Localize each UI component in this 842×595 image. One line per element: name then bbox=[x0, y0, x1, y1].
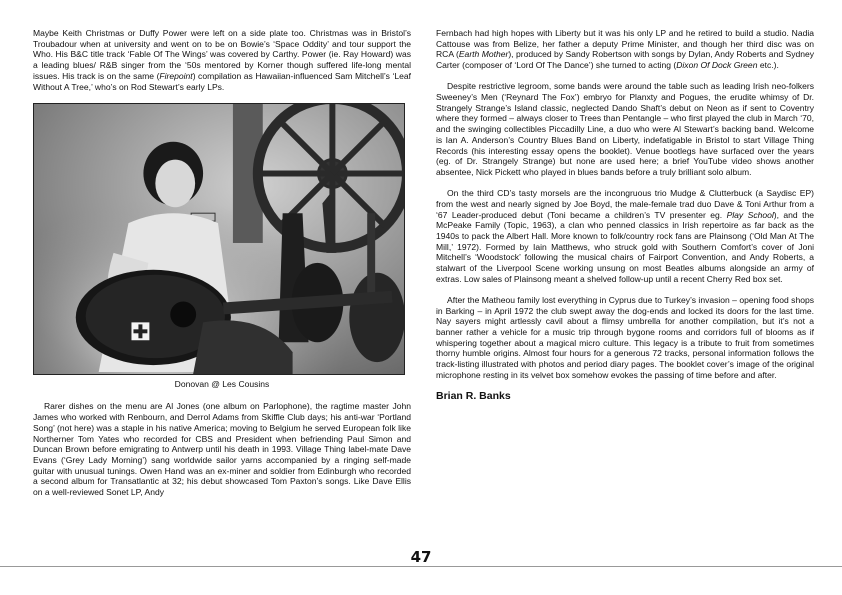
text-run: etc.). bbox=[757, 60, 779, 71]
text-run: ), and the McPeake Family (Topic, 1963), a clan who penned classics in Irish repertoire as far back as the 1940s to pack the Albert Hall. More known to folk/country rock fans are Plainsong (‘Old Man At The Mill,’ 1972). Formed by Iain Matthews, who struck gold with Southern Comfort’s cover of Joni Mitchell’s ‘Woodstock’ following the musical chairs of Fairport Convention, and Andy Roberts, a stalwart of the Liverpool Scene working unsung on most Beatles albums alongside an army of extras. Low sales of Plainsong meant a shelved follow-up until a recent Cherry Red box set. bbox=[436, 209, 815, 284]
photo-caption: Donovan @ Les Cousins bbox=[174, 378, 270, 389]
donovan-photo bbox=[33, 103, 405, 375]
paragraph bbox=[436, 188, 814, 284]
paragraph bbox=[33, 28, 411, 92]
left-column bbox=[33, 28, 411, 508]
text-run: Maybe Keith Christmas or Duffy Power were left on a side plate too. Christmas was in Bristol’s Troubadour when at university and went on to be on Bowie’s ‘Space Oddity’ and tour support the Who. His B&C title track ‘Fable Of The Wings’ was covered by Carthy. Power (ie. Ray Howard) was a leading blues/ R&B singer from the ‘50s mentored by Korner though suffered life-long mental issues. His track is on the same ( bbox=[33, 28, 411, 81]
paragraph bbox=[33, 401, 411, 497]
author-byline: Brian R. Banks bbox=[436, 390, 511, 403]
text-run: After the Matheou family lost everything in Cyprus due to Turkey’s invasion – opening food shops in Barking – in April 1972 the club swept away the dog-ends and locked its doors for the last time. Nay sayers might artlessly cavil about a flimsy umbrella for another compilation, but it’s not a banner rather a vehicle for a music trip through bygone rooms and corridors full of blooms as if whispering together about a magical micro culture. This legacy is a tribute to fruit from sometimes thorny humble origins. Almost four hours for a generous 72 tracks, personal information follows the track-listing illustrated with photos and period diary pages. The booklet cover’s image of the original microphone resting in its velvet box somehow evokes the passing of time before and after. bbox=[436, 294, 814, 380]
italic-title: Firepoint bbox=[159, 70, 193, 81]
italic-title: Earth Mother bbox=[458, 49, 509, 60]
italic-title: Play School bbox=[726, 209, 774, 220]
text-run: ) compilation as Hawaiian-influenced Sam Mitchell’s ‘Leaf Without A Tree,’ who’s on Rod Stewart’s early LPs. bbox=[33, 70, 411, 92]
text-run: ), produced by Sandy Robertson with songs by Dylan, Andy Roberts and Sydney Carter (composer of ‘Lord Of The Dance’) she turned to acting ( bbox=[436, 49, 815, 71]
paragraph bbox=[436, 81, 814, 177]
text-run: Rarer dishes on the menu are Al Jones (one album on Parlophone), the ragtime master John James who worked with Renbourn, and Derrol Adams from Skiffle Club days; his anti-war ‘Portland Song’ (not here) was a staple in his native America; moving to Belgium he served European folk like Northerner Tom Yates who recorded for CBS and President when befriending Paul Simon and Duncan Brown before emigrating to Antwerp until his death in 1993. Village Thing label-mate Dave Evans (‘Grey Lady Morning’) sang worldwide sailor yarns accompanied by a ringing self-made guitar with unusual tunings. Owen Hand was an ex-miner and soldier from Edinburgh who recorded a second album for Transatlantic at 32; his debut showcased Tom Paxton’s songs. Like Dave Ellis on a well-reviewed Sonet LP, Andy bbox=[33, 401, 411, 498]
text-run: On the third CD’s tasty morsels are the incongruous trio Mudge & Clutterbuck (a Saydisc EP) from the west and nearly signed by Joe Boyd, the male-female trad duo Dave & Toni Arthur from a ‘67 Leader-produced debut (Toni became a children’s TV presenter eg. bbox=[436, 188, 814, 220]
text-run: Fernbach had high hopes with Liberty but it was his only LP and he retired to build a studio. Nadia Cattouse was from Belize, her father a deputy Prime Minister, and though her third disc was on RCA ( bbox=[436, 28, 814, 60]
donovan-photo-image bbox=[34, 104, 404, 374]
italic-title: Dixon Of Dock Green bbox=[676, 60, 758, 71]
paragraph bbox=[436, 28, 814, 71]
right-column bbox=[436, 28, 814, 402]
page-number: 47 bbox=[410, 548, 432, 566]
footer-divider bbox=[0, 566, 842, 567]
paragraph bbox=[436, 295, 814, 381]
text-run: Despite restrictive legroom, some bands were around the table such as leading Irish neo-folkers Sweeney’s Men (‘Reynard The Fox’) embryo for Planxty and Pogues, the erudite whimsy of Dr. Strangely Strange’s Island classic, neglected Dando Shaft’s debut on Neon as if sent to Coventry where they formed – always closer to Trees than Pentangle – who first played the club in March ‘70, and the swinging collectibles Piccadilly Line, a duo who were Al Stewart’s backing band. Welcome is Ian A. Anderson’s Country Blues Band on Liberty, indefatigable in Bristol to start Village Thing Records (his interesting essay opens the booklet). Venue bootlegs have surfaced over the years (eg. of Dr. Strangely Strange) but none are used here; a brief YouTube video shows another absentee, Nick Pickett who played in blues bands before a truly brilliant solo album. bbox=[436, 81, 814, 177]
